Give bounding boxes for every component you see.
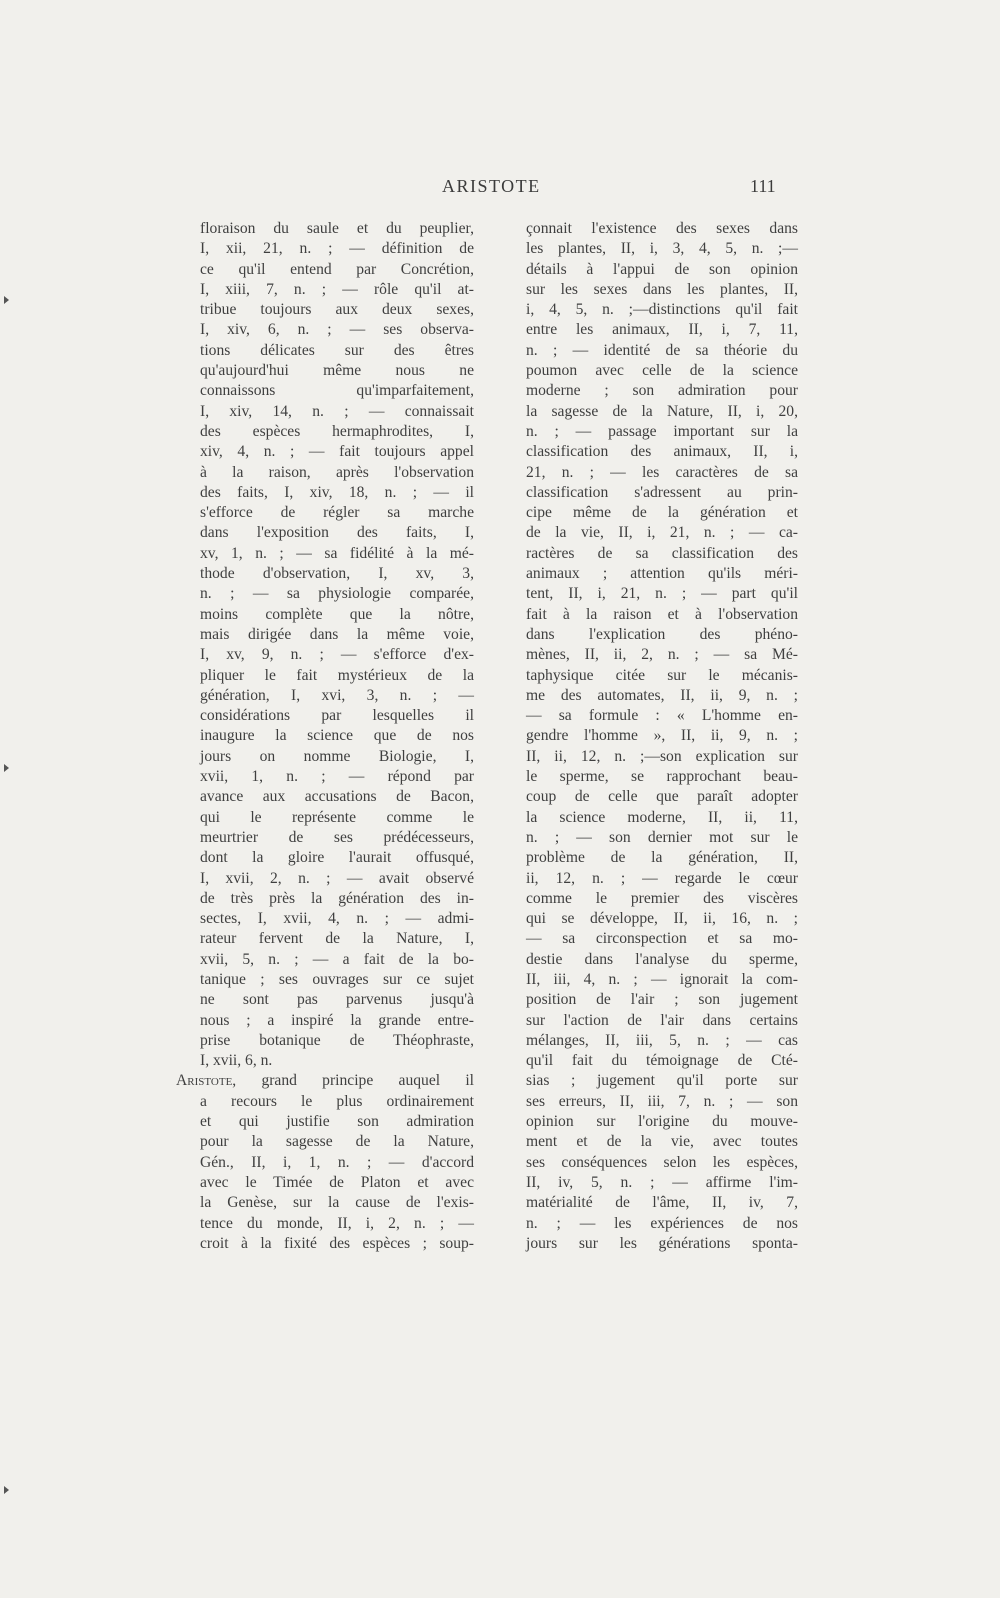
index-line: pour la sagesse de la Nature, — [200, 1133, 474, 1151]
index-line: s'efforce de régler sa marche — [200, 504, 474, 522]
index-line: détails à l'appui de son opinion — [526, 260, 798, 278]
index-line: poumon avec celle de la science — [526, 362, 798, 380]
index-line: I, xiii, 7, n. ; — rôle qu'il at- — [200, 280, 474, 298]
index-line: dont la gloire l'aurait offusqué, — [200, 849, 474, 867]
entry-heading: Aristote — [176, 1072, 233, 1090]
index-line: et qui justifie son admiration — [200, 1113, 474, 1131]
index-line: sectes, I, xvii, 4, n. ; — admi- — [200, 910, 474, 928]
index-line: moderne ; son admiration pour — [526, 382, 798, 400]
index-line: nous ; a inspiré la grande entre- — [200, 1011, 474, 1029]
index-line: ractères de sa classification des — [526, 544, 798, 562]
index-line: des espèces hermaphrodites, I, — [200, 422, 474, 440]
index-line: tions délicates sur des êtres — [200, 341, 474, 359]
index-line: prise botanique de Théophraste, — [200, 1031, 474, 1049]
index-line: n. ; — les expériences de nos — [526, 1214, 798, 1232]
index-line: ne sont pas parvenus jusqu'à — [200, 991, 474, 1009]
page-number: 111 — [750, 176, 776, 196]
index-line: dans l'explication des phéno- — [526, 625, 798, 643]
index-line: a recours le plus ordinairement — [200, 1092, 474, 1110]
index-line: II, iii, 4, n. ; — ignorait la com- — [526, 970, 798, 988]
index-line: fait à la raison et à l'observation — [526, 605, 798, 623]
index-line: ses erreurs, II, iii, 7, n. ; — son — [526, 1092, 798, 1110]
index-line: thode d'observation, I, xv, 3, — [200, 565, 474, 583]
index-line: comme le premier des viscères — [526, 889, 798, 907]
index-line: mais dirigée dans la même voie, — [200, 625, 474, 643]
index-line: le sperme, se rapprochant beau- — [526, 768, 798, 786]
index-line: avec le Timée de Platon et avec — [200, 1173, 474, 1191]
index-line: II, iv, 5, n. ; — affirme l'im- — [526, 1173, 798, 1191]
index-line: mélanges, II, iii, 5, n. ; — cas — [526, 1031, 798, 1049]
index-line: qu'il fait du témoignage de Cté- — [526, 1052, 798, 1070]
index-line: jours sur les générations sponta- — [526, 1234, 798, 1252]
index-line: floraison du saule et du peuplier, — [200, 220, 474, 237]
index-line: n. ; — son dernier mot sur le — [526, 828, 798, 846]
index-column-left — [176, 219, 474, 1254]
index-line: ment et de la vie, avec toutes — [526, 1133, 798, 1151]
index-line: opinion sur l'origine du mouve- — [526, 1113, 798, 1131]
index-line: qu'aujourd'hui même nous ne — [200, 362, 474, 380]
index-line: destie dans l'analyse du sperme, — [526, 950, 798, 968]
index-line: sur l'action de l'air dans certains — [526, 1011, 798, 1029]
index-line: classification s'adressent au prin- — [526, 483, 798, 501]
index-line: cipe même de la génération et — [526, 504, 798, 522]
index-line: n. ; — passage important sur la — [526, 422, 798, 440]
index-line: II, ii, 12, n. ;—son explication sur — [526, 747, 798, 765]
index-line: 21, n. ; — les caractères de sa — [526, 463, 798, 481]
index-column-right — [526, 219, 798, 1254]
index-line: Aristote, grand principe auquel il — [176, 1072, 474, 1090]
index-line: considérations par lesquelles il — [200, 707, 474, 725]
index-line: génération, I, xvi, 3, n. ; — — [200, 686, 474, 704]
index-line: — sa formule : « L'homme en- — [526, 707, 798, 725]
index-line: xvii, 1, n. ; — répond par — [200, 768, 474, 786]
index-line: jours on nomme Biologie, I, — [200, 747, 474, 765]
index-line: I, xiv, 14, n. ; — connaissait — [200, 402, 474, 420]
index-line: I, xvii, 6, n. — [200, 1052, 273, 1070]
index-line: n. ; — sa physiologie comparée, — [200, 585, 474, 603]
margin-mark — [4, 296, 9, 304]
index-line: inaugure la science que de nos — [200, 727, 474, 745]
index-line: I, xv, 9, n. ; — s'efforce d'ex- — [200, 646, 474, 664]
index-line: la science moderne, II, ii, 11, — [526, 808, 798, 826]
index-line: moins complète que la nôtre, — [200, 605, 474, 623]
index-line: croit à la fixité des espèces ; soup- — [200, 1234, 474, 1252]
index-line: çonnait l'existence des sexes dans — [526, 220, 798, 237]
index-line: position de l'air ; son jugement — [526, 991, 798, 1009]
index-line: coup de celle que paraît adopter — [526, 788, 798, 806]
index-line: dans l'exposition des faits, I, — [200, 524, 474, 542]
index-line: Gén., II, i, 1, n. ; — d'accord — [200, 1153, 474, 1171]
index-line: entre les animaux, II, i, 7, 11, — [526, 321, 798, 339]
index-line: avance aux accusations de Bacon, — [200, 788, 474, 806]
index-line: ce qu'il entend par Concrétion, — [200, 260, 474, 278]
index-line: meurtrier de ses prédécesseurs, — [200, 828, 474, 846]
running-title: ARISTOTE — [442, 176, 541, 196]
index-line: connaissons qu'imparfaitement, — [200, 382, 474, 400]
index-line: les plantes, II, i, 3, 4, 5, n. ;— — [526, 240, 798, 258]
index-line: des faits, I, xiv, 18, n. ; — il — [200, 483, 474, 501]
index-line: gendre l'homme », II, ii, 9, n. ; — [526, 727, 798, 745]
index-line: tanique ; ses ouvrages sur ce sujet — [200, 970, 474, 988]
index-line: de très près la génération des in- — [200, 889, 474, 907]
index-line: sur les sexes dans les plantes, II, — [526, 280, 798, 298]
index-line: I, xii, 21, n. ; — définition de — [200, 240, 474, 258]
index-line: mènes, II, ii, 2, n. ; — sa Mé- — [526, 646, 798, 664]
index-line: taphysique citée sur le mécanis- — [526, 666, 798, 684]
index-line: qui le représente comme le — [200, 808, 474, 826]
index-line: rateur fervent de la Nature, I, — [200, 930, 474, 948]
margin-mark — [4, 764, 9, 772]
index-line: xiv, 4, n. ; — fait toujours appel — [200, 443, 474, 461]
index-line: matérialité de l'âme, II, iv, 7, — [526, 1194, 798, 1212]
index-line: I, xvii, 2, n. ; — avait observé — [200, 869, 474, 887]
index-line: tent, II, i, 21, n. ; — part qu'il — [526, 585, 798, 603]
index-line: tence du monde, II, i, 2, n. ; — — [200, 1214, 474, 1232]
index-line: — sa circonspection et sa mo- — [526, 930, 798, 948]
index-line: ses conséquences selon les espèces, — [526, 1153, 798, 1171]
index-line: sias ; jugement qu'il porte sur — [526, 1072, 798, 1090]
index-line: xv, 1, n. ; — sa fidélité à la mé- — [200, 544, 474, 562]
index-line: animaux ; attention qu'ils méri- — [526, 565, 798, 583]
index-line: tribue toujours aux deux sexes, — [200, 301, 474, 319]
margin-mark — [4, 1486, 9, 1494]
index-line: qui se développe, II, ii, 16, n. ; — [526, 910, 798, 928]
index-line: I, xiv, 6, n. ; — ses observa- — [200, 321, 474, 339]
index-line: ii, 12, n. ; — regarde le cœur — [526, 869, 798, 887]
index-line: la Genèse, sur la cause de l'exis- — [200, 1194, 474, 1212]
index-line: xvii, 5, n. ; — a fait de la bo- — [200, 950, 474, 968]
index-line: de la vie, II, i, 21, n. ; — ca- — [526, 524, 798, 542]
index-line: problème de la génération, II, — [526, 849, 798, 867]
index-line: classification des animaux, II, i, — [526, 443, 798, 461]
index-line: n. ; — identité de sa théorie du — [526, 341, 798, 359]
index-line: pliquer le fait mystérieux de la — [200, 666, 474, 684]
index-line: à la raison, après l'observation — [200, 463, 474, 481]
index-line: la sagesse de la Nature, II, i, 20, — [526, 402, 798, 420]
index-line: i, 4, 5, n. ;—distinctions qu'il fait — [526, 301, 798, 319]
index-line: me des automates, II, ii, 9, n. ; — [526, 686, 798, 704]
